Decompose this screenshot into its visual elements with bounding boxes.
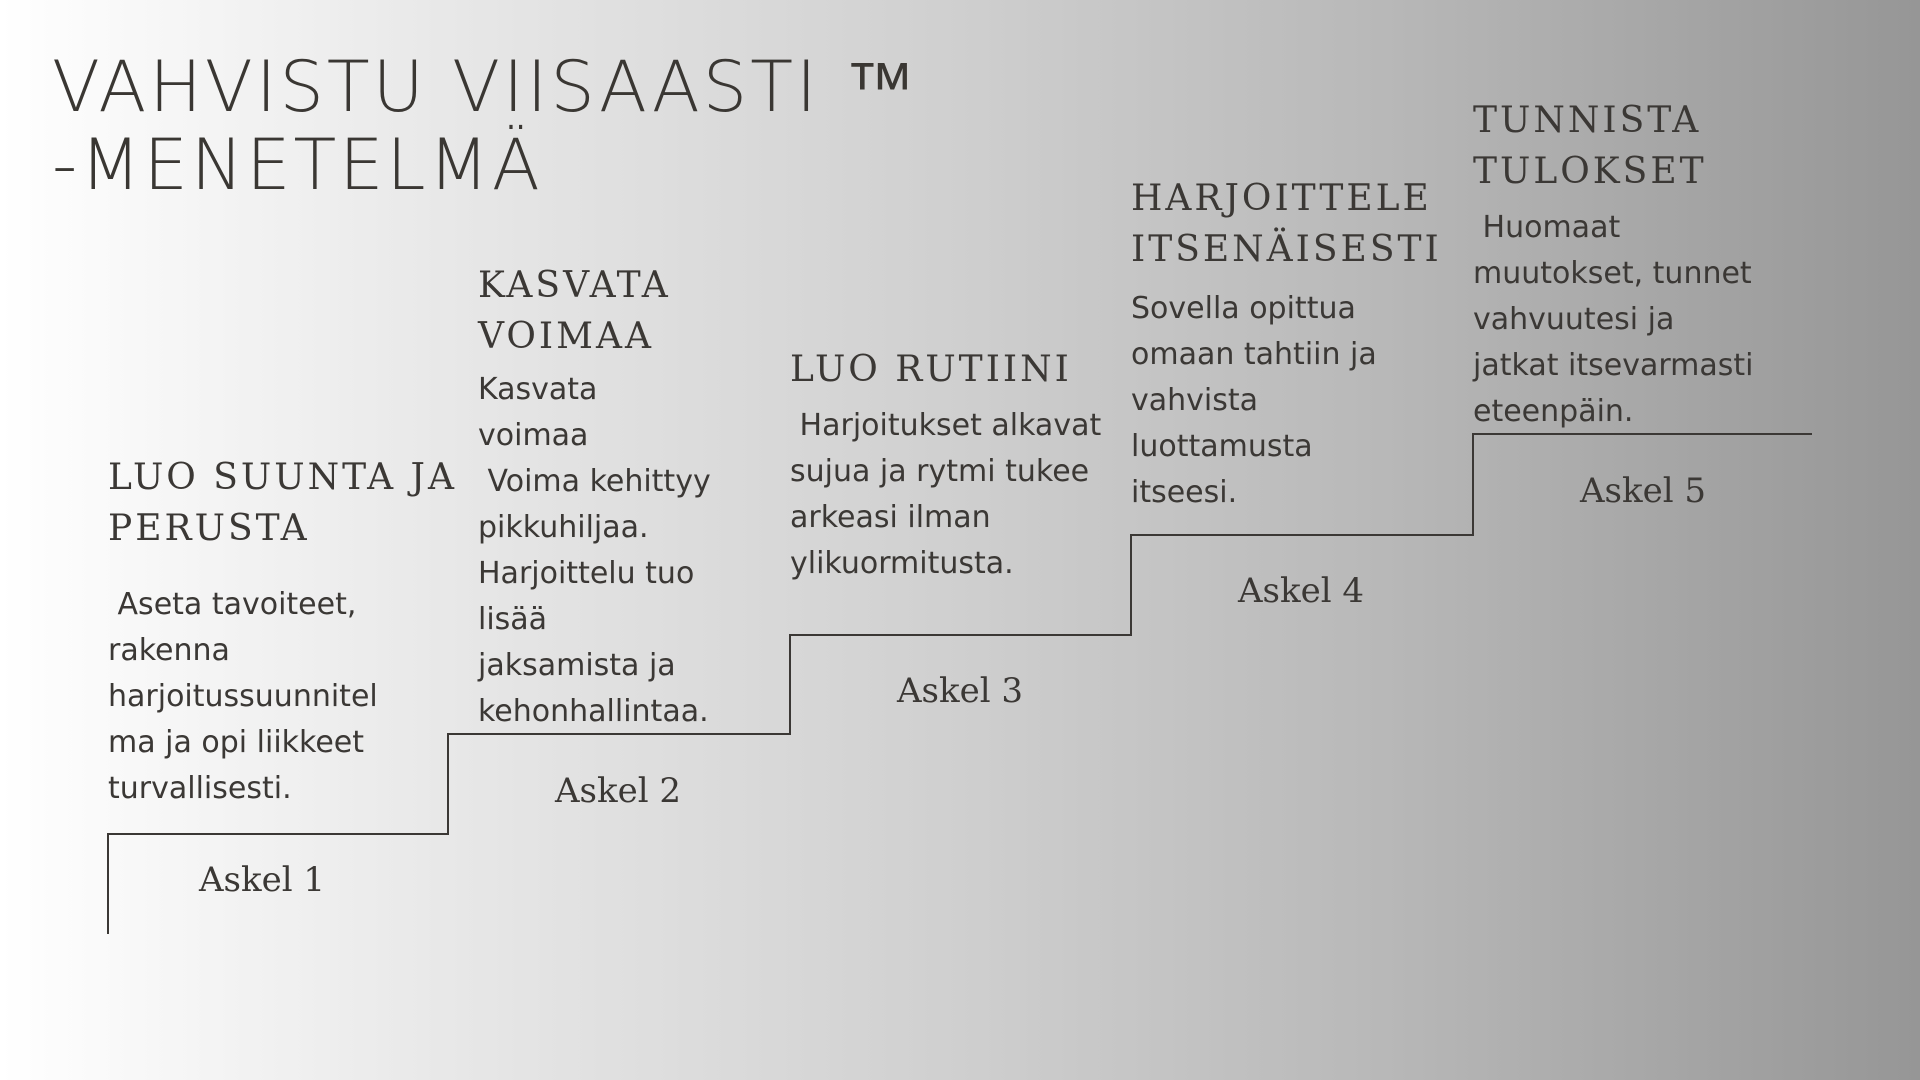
step-1-title-line: PERUSTA [108, 508, 310, 549]
step-2-description-line: pikkuhiljaa. [478, 510, 649, 545]
step-2-description-line: jaksamista ja [478, 648, 676, 683]
title-line-2: -MENETELMÄ [52, 124, 543, 206]
step-2-description-line: kehonhallintaa. [478, 694, 709, 729]
step-4-description-line: Sovella opittua [1131, 291, 1356, 326]
step-2-title-line: VOIMAA [478, 316, 654, 357]
step-4-title-line: HARJOITTELE [1131, 178, 1432, 219]
step-2-description-line: voimaa [478, 418, 589, 453]
step-5-label: Askel 5 [1579, 471, 1707, 511]
step-5-description-line: jatkat itsevarmasti [1473, 348, 1754, 383]
step-4-description-line: itseesi. [1131, 475, 1238, 510]
step-1-title-line: LUO SUUNTA JA [108, 457, 457, 498]
step-5-description-line: vahvuutesi ja [1473, 302, 1675, 337]
step-2-title [478, 260, 671, 362]
step-3-description-line: sujua ja rytmi tukee [790, 454, 1090, 489]
step-2-description-line: Voima kehittyy [478, 464, 711, 499]
step-3-description [790, 403, 1101, 587]
step-5-description-line: eteenpäin. [1473, 394, 1634, 429]
step-5-description [1473, 205, 1753, 435]
step-3-label: Askel 3 [896, 671, 1024, 711]
step-4-label: Askel 4 [1237, 571, 1365, 611]
step-3-description-line: Harjoitukset alkavat [790, 408, 1102, 443]
step-5-title [1473, 95, 1707, 197]
step-2-description-line: lisää [478, 602, 548, 637]
step-3-title-line: LUO RUTIINI [790, 349, 1072, 390]
step-3-description-line: arkeasi ilman [790, 500, 991, 535]
step-5-title-line: TULOKSET [1473, 151, 1707, 192]
step-1-description [108, 582, 378, 812]
step-1-label: Askel 1 [198, 860, 326, 900]
step-1-description-line: rakenna [108, 633, 230, 668]
step-1-description-line: ma ja opi liikkeet [108, 725, 365, 760]
step-4-description-line: vahvista [1131, 383, 1259, 418]
title-line-1: VAHVISTU VIISAASTI ™ [52, 46, 918, 128]
step-1-title [108, 452, 457, 554]
step-2-description [478, 367, 711, 735]
step-4-description [1131, 286, 1377, 516]
step-2-description-line: Harjoittelu tuo [478, 556, 695, 591]
step-1-description-line: turvallisesti. [108, 771, 292, 806]
step-1-description-line: Aseta tavoiteet, [108, 587, 357, 622]
step-5-description-line: muutokset, tunnet [1473, 256, 1752, 291]
step-4-description-line: omaan tahtiin ja [1131, 337, 1377, 372]
step-5-title-line: TUNNISTA [1473, 100, 1702, 141]
step-4-title-line: ITSENÄISESTI [1131, 229, 1442, 270]
step-4-description-line: luottamusta [1131, 429, 1313, 464]
step-2-description-line: Kasvata [478, 372, 598, 407]
step-5-description-line: Huomaat [1473, 210, 1621, 245]
step-1-description-line: harjoitussuunnitel [108, 679, 378, 714]
step-3-title [790, 344, 1072, 395]
step-2-label: Askel 2 [554, 771, 682, 811]
step-2-title-line: KASVATA [478, 265, 671, 306]
step-4-title [1131, 173, 1442, 275]
step-3-description-line: ylikuormitusta. [790, 546, 1014, 581]
